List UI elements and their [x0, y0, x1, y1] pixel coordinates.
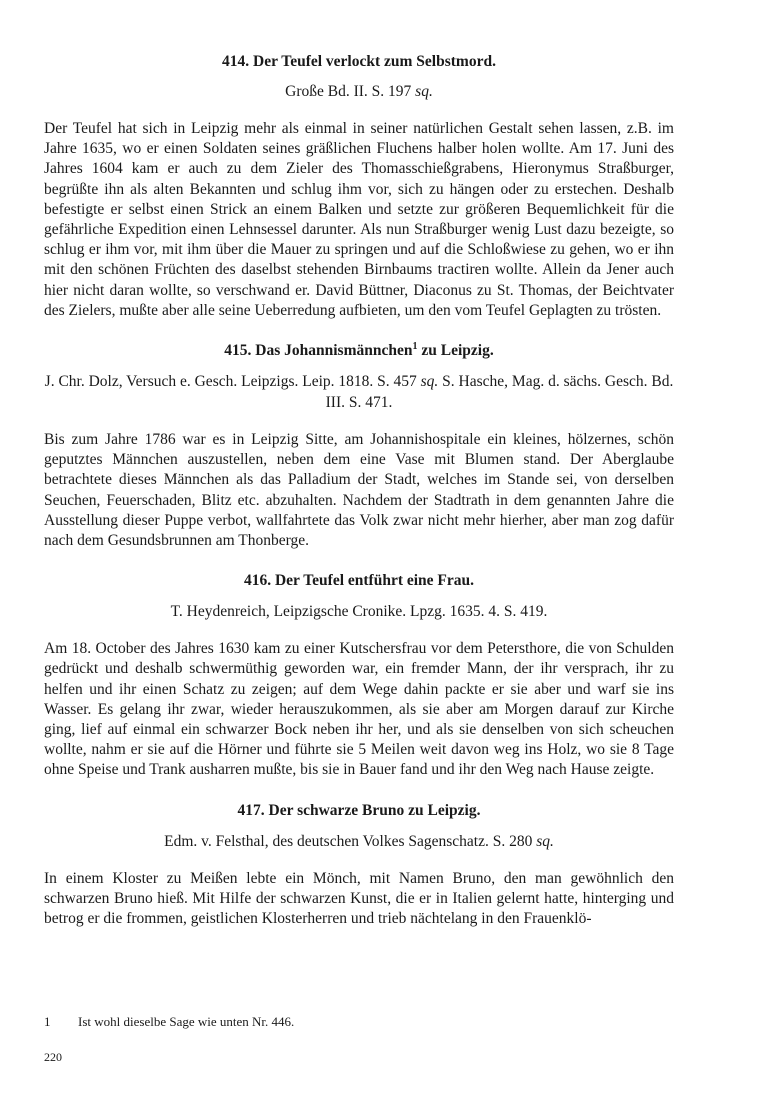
section-title: 415. Das Johannismännchen$^1$ zu Leipzig.: [224, 340, 494, 360]
page-content: [44, 52, 674, 929]
section-body: Der Teufel hat sich in Leipzig mehr als einmal in seiner natürlichen Gestalt sehen lassen, z.B. im Jahre 1635, wo er einen Soldaten seines gräßlichen Fluchens halber holen wollte. Am 17. Juni des Jahres 1604 kam er auch zu dem Zieler des Thomasschießgrabens, Hieronymus Straßburger, begrüßte ihn als alten Bekannten und schlug ihm vor, sich zu hängen oder zu erstechen. Deshalb befestigte er selbst einen Strick an einem Balken und setzte zur größeren Bequemlichkeit für die gefährliche Expedition einen Lehnsessel darunter. Als nun Straßburger wenig Lust dazu bezeigte, so schlug er ihm vor, mit ihm über die Mauer zu springen und auf die Schloßwiese zu gehen, wo er ihn mit den schönen Früchten des daselbst stehenden Birnbaums tractiren wollte. Allein da Jener auch hier nicht daran wollte, so verschwand er. David Büttner, Diaconus zu St. Thomas, der Beichtvater des Zielers, mußte aber alle seine Ueberredung aufbieten, um den vom Teufel Geplagten zu trösten.: [44, 120, 674, 319]
footnote-text: Ist wohl dieselbe Sage wie unten Nr. 446.: [78, 1014, 295, 1029]
section-body: Bis zum Jahre 1786 war es in Leipzig Sitte, am Johannishospitale ein kleines, hölzernes, schön geputztes Männchen auszustellen, neben dem eine Vase mit Blumen stand. Der Aberglaube betrachtete dieses Männchen als das Palladium der Stadt, welches im Stande sei, von derselben Seuchen, Feuerschaden, Blitz etc. abzuhalten. Nachdem der Stadtrath in dem genannten Jahre die Ausstellung dieser Puppe verbot, wallfahrtete das Volk zwar nicht mehr hierher, aber man zog dafür nach dem Gesundsbrunnen am Thonberge.: [44, 431, 674, 550]
section-415: [44, 341, 674, 551]
section-title: 416. Der Teufel entführt eine Frau.: [243, 572, 475, 590]
section-source: T. Heydenreich, Leipzigsche Cronike. Lpzg. 1635. 4. S. 419.: [170, 603, 548, 621]
section-414: [44, 52, 674, 321]
section-title: 417. Der schwarze Bruno zu Leipzig.: [237, 801, 481, 819]
footnote: [44, 1013, 294, 1031]
footnote-ref: 1: [412, 340, 418, 352]
section-source: Edm. v. Felsthal, des deutschen Volkes Sagenschatz. S. 280 sq.: [164, 832, 554, 850]
section-title: 414. Der Teufel verlockt zum Selbstmord.: [222, 53, 496, 70]
section-body: Am 18. October des Jahres 1630 kam zu einer Kutschersfrau vor dem Petersthore, die von Schulden gedrückt und deshalb schwermüthig geworden war, ein fremder Mann, der ihr versprach, ihr zu helfen und ihr einen Schatz zu zeigen; auf dem Wege dahin packte er sie aber und warf sie ins Wasser. Es gelang ihr zwar, wieder herauszukommen, als sie aber am Morgen darauf zur Kirche ging, lief auf einmal ein schwarzer Bock neben ihr her, und als sie denselben von sich scheuchen wollte, nahm er sie auf die Hörner und führte sie 5 Meilen weit davon weg ins Holz, wo sie 8 Tage ohne Speise und Trank ausharren mußte, bis sie in Bauer fand und ihr den Weg nach Hause zeigte.: [44, 640, 674, 779]
footnote-number: 1: [44, 1014, 51, 1029]
page-number: 220: [44, 1050, 62, 1064]
section-416: [44, 571, 674, 780]
section-source: Große Bd. II. S. 197 sq.: [285, 83, 433, 100]
section-source: J. Chr. Dolz, Versuch e. Gesch. Leipzigs. Leip. 1818. S. 457 sq. S. Hasche, Mag. d. sächs. Gesch. Bd. III. S. 471.: [44, 373, 674, 412]
section-417: [44, 801, 674, 930]
section-body: In einem Kloster zu Meißen lebte ein Mönch, mit Namen Bruno, den man gewöhnlich den schwarzen Bruno hieß. Mit Hilfe der schwarzen Kunst, die er in Italien gelernt hatte, hinterging und betrog er die frommen, geistlichen Klosterherren und trieb nächtelang in den Frauenklö-: [44, 869, 674, 928]
